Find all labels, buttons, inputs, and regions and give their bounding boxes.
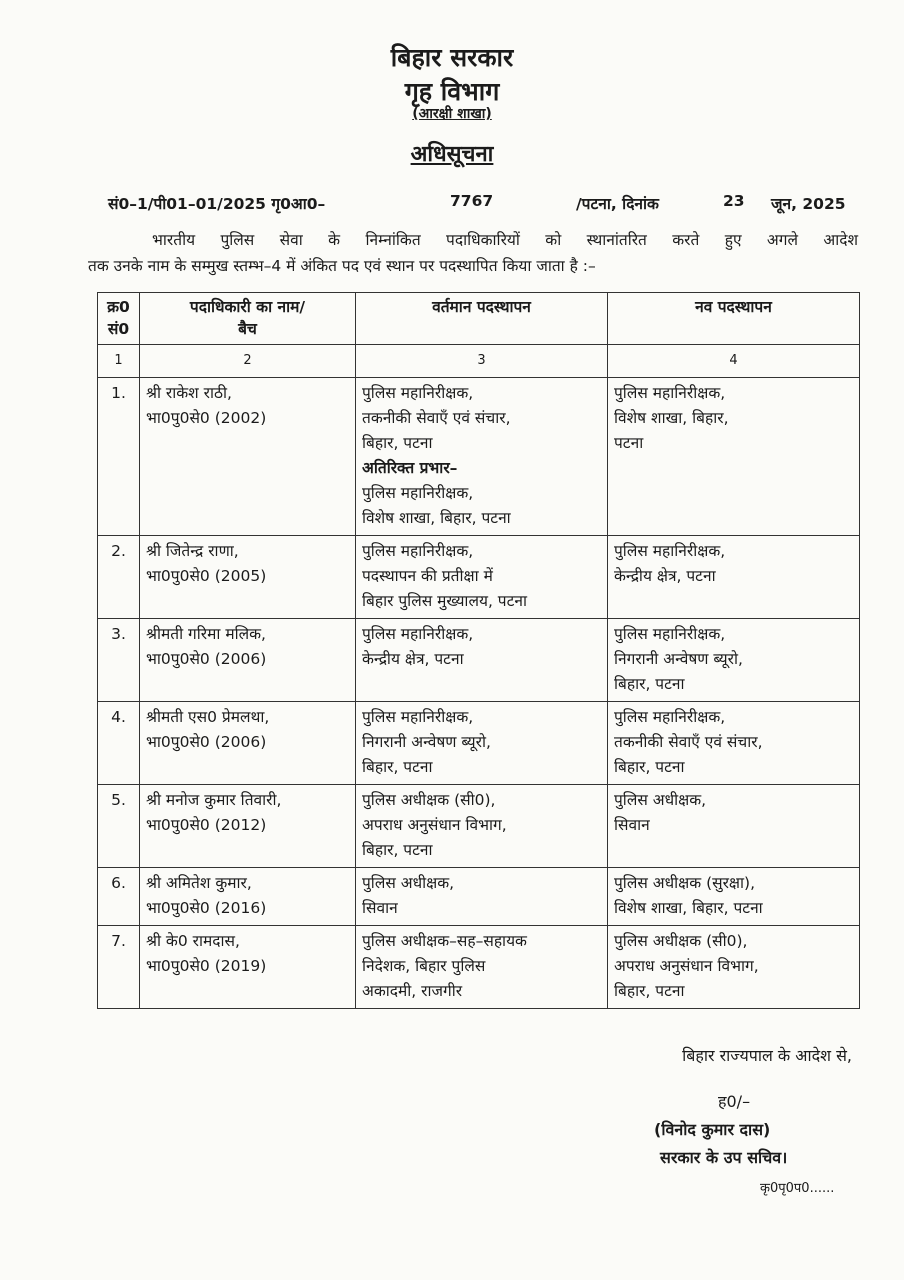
row-current-posting <box>356 378 608 536</box>
row-officer-name <box>140 378 356 536</box>
posting-line: विशेष शाखा, बिहार, पटना <box>362 509 511 527</box>
posting-line: पदस्थापन की प्रतीक्षा में <box>362 567 493 585</box>
column-number-row <box>98 345 860 378</box>
column-number-1: 1 <box>98 345 140 378</box>
intro-line-1: भारतीय पुलिस सेवा के निम्नांकित पदाधिकारियों को स्थानांतरित करते हुए अगले आदेश <box>152 231 858 249</box>
row-new-posting <box>608 926 860 1009</box>
officer-batch: भा0पु0से0 (2019) <box>146 957 267 975</box>
row-current-posting <box>356 536 608 619</box>
posting-line: पुलिस महानिरीक्षक, <box>362 708 474 726</box>
posting-line: पुलिस अधीक्षक (सी0), <box>362 791 496 809</box>
row-new-posting <box>608 536 860 619</box>
row-current-posting <box>356 926 608 1009</box>
row-sno: 1. <box>98 378 140 536</box>
posting-line: निगरानी अन्वेषण ब्यूरो, <box>362 733 491 751</box>
table-row <box>98 785 860 868</box>
please-turn-over: कृ0पृ0प0...... <box>760 1181 835 1196</box>
posting-line: पुलिस महानिरीक्षक, <box>614 384 726 402</box>
officer-name: श्रीमती गरिमा मलिक, <box>146 625 266 643</box>
posting-line: पुलिस अधीक्षक (सुरक्षा), <box>614 874 756 892</box>
header-name <box>140 293 356 345</box>
row-new-posting <box>608 785 860 868</box>
row-current-posting <box>356 785 608 868</box>
row-officer-name <box>140 619 356 702</box>
posting-line: निगरानी अन्वेषण ब्यूरो, <box>614 650 743 668</box>
posting-line: पुलिस महानिरीक्षक, <box>362 384 474 402</box>
posting-line: बिहार, पटना <box>362 434 433 452</box>
posting-line: पुलिस महानिरीक्षक, <box>614 625 726 643</box>
posting-line: पुलिस अधीक्षक (सी0), <box>614 932 748 950</box>
posting-line: पुलिस महानिरीक्षक, <box>614 542 726 560</box>
table-row <box>98 619 860 702</box>
posting-line: सिवान <box>614 816 650 834</box>
posting-line: पुलिस महानिरीक्षक, <box>362 625 474 643</box>
reference-line <box>108 192 854 216</box>
header-sno-line1: क्र0 <box>107 298 130 316</box>
header-new-posting <box>608 293 860 345</box>
posting-line: बिहार, पटना <box>614 982 685 1000</box>
officer-batch: भा0पु0से0 (2006) <box>146 733 267 751</box>
table-row <box>98 868 860 926</box>
officer-name: श्रीमती एस0 प्रेमलथा, <box>146 708 270 726</box>
column-number-4: 4 <box>608 345 860 378</box>
posting-line: बिहार, पटना <box>614 675 685 693</box>
header-sno <box>98 293 140 345</box>
posting-line: केन्द्रीय क्षेत्र, पटना <box>614 567 716 585</box>
posting-line: सिवान <box>362 899 398 917</box>
date-day: 23 <box>723 192 745 210</box>
officer-name: श्री अमितेश कुमार, <box>146 874 252 892</box>
government-heading: बिहार सरकार <box>390 43 514 72</box>
posting-line: बिहार, पटना <box>614 758 685 776</box>
officer-batch: भा0पु0से0 (2006) <box>146 650 267 668</box>
row-new-posting <box>608 619 860 702</box>
posting-line: पुलिस महानिरीक्षक, <box>614 708 726 726</box>
row-sno: 6. <box>98 868 140 926</box>
row-officer-name <box>140 868 356 926</box>
posting-line: तकनीकी सेवाएँ एवं संचार, <box>614 733 763 751</box>
table-header-row <box>98 293 860 345</box>
posting-line: बिहार, पटना <box>362 758 433 776</box>
header-name-line2: बैच <box>238 320 257 338</box>
posting-line: बिहार, पटना <box>362 841 433 859</box>
branch-heading: (आरक्षी शाखा) <box>412 106 492 122</box>
posting-line: पटना <box>614 434 644 452</box>
notification-title: अधिसूचना <box>410 142 494 167</box>
table-row <box>98 378 860 536</box>
row-new-posting <box>608 378 860 536</box>
posting-line: पुलिस अधीक्षक, <box>362 874 455 892</box>
row-officer-name <box>140 785 356 868</box>
posting-line: केन्द्रीय क्षेत्र, पटना <box>362 650 464 668</box>
posting-line: तकनीकी सेवाएँ एवं संचार, <box>362 409 511 427</box>
place-date-label: /पटना, दिनांक <box>576 195 659 213</box>
posting-line: निदेशक, बिहार पुलिस <box>362 957 486 975</box>
governor-order-line: बिहार राज्यपाल के आदेश से, <box>682 1046 852 1065</box>
posting-line: अपराध अनुसंधान विभाग, <box>362 816 507 834</box>
row-officer-name <box>140 536 356 619</box>
header-new-label: नव पदस्थापन <box>695 298 772 316</box>
posting-line: पुलिस महानिरीक्षक, <box>362 484 474 502</box>
row-sno: 2. <box>98 536 140 619</box>
header-name-line1: पदाधिकारी का नाम/ <box>189 298 306 316</box>
row-sno: 7. <box>98 926 140 1009</box>
row-sno: 4. <box>98 702 140 785</box>
header-current-posting <box>356 293 608 345</box>
row-officer-name <box>140 926 356 1009</box>
intro-line-2: तक उनके नाम के सम्मुख स्तम्भ–4 में अंकित पद एवं स्थान पर पदस्थापित किया जाता है :– <box>88 257 596 275</box>
reference-number: सं0–1/पी01–01/2025 गृ0आ0– <box>108 195 326 213</box>
posting-line: विशेष शाखा, बिहार, पटना <box>614 899 763 917</box>
officer-batch: भा0पु0से0 (2016) <box>146 899 267 917</box>
officer-batch: भा0पु0से0 (2005) <box>146 567 267 585</box>
officer-name: श्री राकेश राठी, <box>146 384 232 402</box>
transfer-table <box>97 292 860 1009</box>
table-row <box>98 702 860 785</box>
row-new-posting <box>608 702 860 785</box>
officer-batch: भा0पु0से0 (2012) <box>146 816 267 834</box>
row-sno: 3. <box>98 619 140 702</box>
signature-mark: ह0/– <box>718 1092 751 1111</box>
date-month-year: जून, 2025 <box>771 195 846 213</box>
column-number-3: 3 <box>356 345 608 378</box>
row-current-posting <box>356 868 608 926</box>
additional-charge-label: अतिरिक्त प्रभार– <box>362 459 458 477</box>
header-current-label: वर्तमान पदस्थापन <box>432 298 531 316</box>
officer-name: श्री जितेन्द्र राणा, <box>146 542 239 560</box>
officer-batch: भा0पु0से0 (2002) <box>146 409 267 427</box>
posting-line: अकादमी, राजगीर <box>362 982 463 1000</box>
signatory-name: (विनोद कुमार दास) <box>654 1120 771 1139</box>
column-number-2: 2 <box>140 345 356 378</box>
row-new-posting <box>608 868 860 926</box>
posting-line: अपराध अनुसंधान विभाग, <box>614 957 759 975</box>
posting-line: पुलिस महानिरीक्षक, <box>362 542 474 560</box>
posting-line: विशेष शाखा, बिहार, <box>614 409 729 427</box>
officer-name: श्री मनोज कुमार तिवारी, <box>146 791 282 809</box>
officer-name: श्री के0 रामदास, <box>146 932 240 950</box>
row-officer-name <box>140 702 356 785</box>
row-current-posting <box>356 702 608 785</box>
row-sno: 5. <box>98 785 140 868</box>
header-sno-line2: सं0 <box>107 320 130 338</box>
department-heading: गृह विभाग <box>404 77 500 106</box>
table-row <box>98 926 860 1009</box>
posting-line: पुलिस अधीक्षक–सह–सहायक <box>362 932 527 950</box>
table-row <box>98 536 860 619</box>
signatory-designation: सरकार के उप सचिव। <box>660 1148 788 1167</box>
memo-number: 7767 <box>450 192 494 210</box>
row-current-posting <box>356 619 608 702</box>
posting-line: पुलिस अधीक्षक, <box>614 791 707 809</box>
posting-line: बिहार पुलिस मुख्यालय, पटना <box>362 592 528 610</box>
